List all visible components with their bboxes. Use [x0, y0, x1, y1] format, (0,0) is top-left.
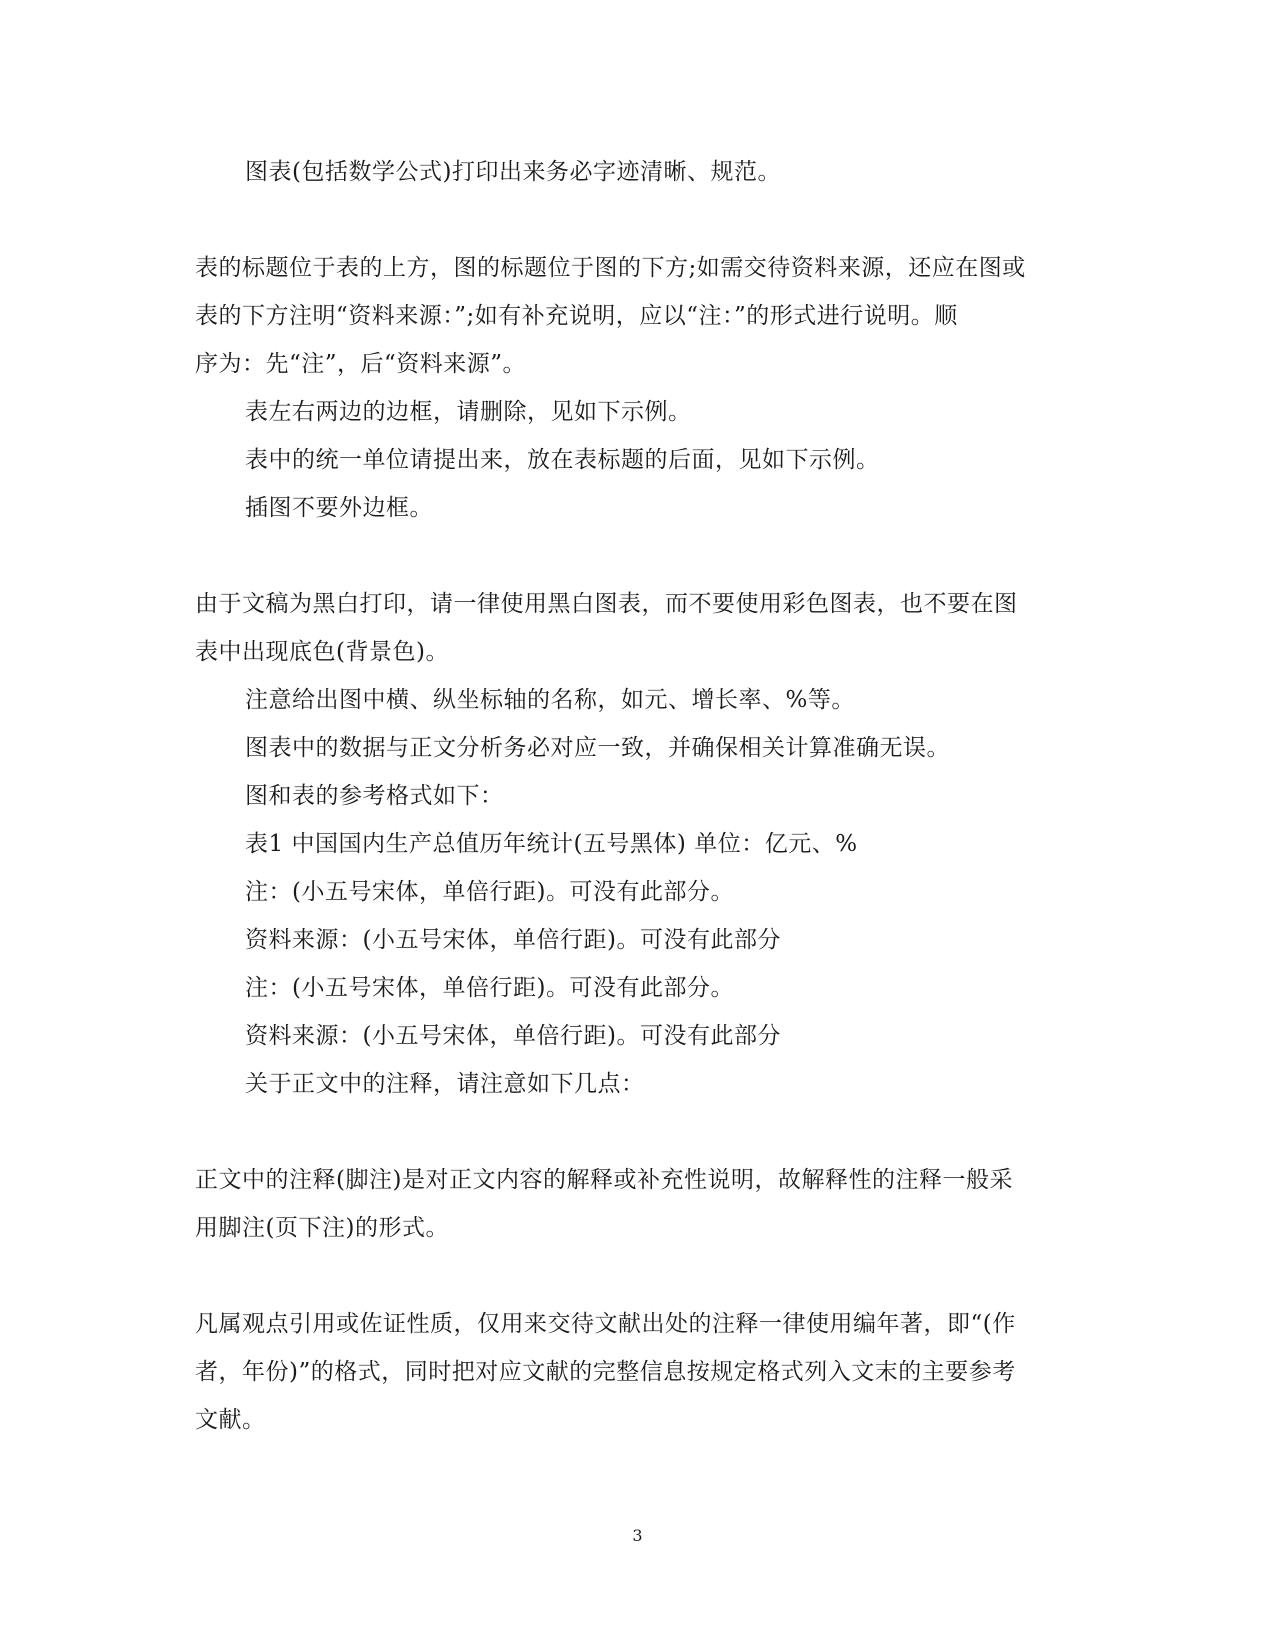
text-line-note-example-2: 注：(小五号宋体，单倍行距)。可没有此部分。: [245, 975, 734, 1001]
text-line-order: 序为：先“注”，后“资料来源”。: [195, 351, 527, 377]
text-line-caption-position: 表的标题位于表的上方，图的标题位于图的下方;如需交待资料来源，还应在图或: [195, 255, 1026, 281]
text-line-citation-end: 文献。: [195, 1407, 266, 1433]
text-line-black-white: 由于文稿为黑白打印，请一律使用黑白图表，而不要使用彩色图表，也不要在图: [195, 591, 1018, 617]
text-line-chart-clarity: 图表(包括数学公式)打印出来务必字迹清晰、规范。: [245, 159, 781, 185]
text-line-table-borders: 表左右两边的边框，请删除，见如下示例。: [245, 399, 692, 425]
text-line-citation-rule: 凡属观点引用或佐证性质，仅用来交待文献出处的注释一律使用编年著，即“(作: [195, 1311, 1016, 1337]
text-line-figure-border: 插图不要外边框。: [245, 495, 433, 521]
text-line-axis-names: 注意给出图中横、纵坐标轴的名称，如元、增长率、%等。: [245, 687, 855, 713]
text-line-background: 表中出现底色(背景色)。: [195, 639, 449, 665]
text-line-annotation-intro: 关于正文中的注释，请注意如下几点：: [245, 1071, 645, 1097]
text-line-reference-format: 图和表的参考格式如下：: [245, 783, 504, 809]
text-line-note-example-1: 注：(小五号宋体，单倍行距)。可没有此部分。: [245, 879, 734, 905]
text-line-footnote-form: 用脚注(页下注)的形式。: [195, 1215, 449, 1241]
page-number: 3: [632, 1526, 643, 1545]
text-line-footnote-definition: 正文中的注释(脚注)是对正文内容的解释或补充性说明，故解释性的注释一般采: [195, 1167, 1013, 1193]
text-line-table-title-example: 表1 中国国内生产总值历年统计(五号黑体) 单位：亿元、%: [245, 831, 858, 857]
text-line-table-units: 表中的统一单位请提出来，放在表标题的后面，见如下示例。: [245, 447, 880, 473]
text-line-source-example-1: 资料来源：(小五号宋体，单倍行距)。可没有此部分: [245, 927, 781, 953]
text-line-data-consistency: 图表中的数据与正文分析务必对应一致，并确保相关计算准确无误。: [245, 735, 950, 761]
text-line-source-example-2: 资料来源：(小五号宋体，单倍行距)。可没有此部分: [245, 1023, 781, 1049]
text-line-citation-format: 者，年份)”的格式，同时把对应文献的完整信息按规定格式列入文末的主要参考: [195, 1359, 1016, 1385]
text-line-source-note: 表的下方注明“资料来源：”;如有补充说明，应以“注：”的形式进行说明。顺: [195, 303, 958, 329]
